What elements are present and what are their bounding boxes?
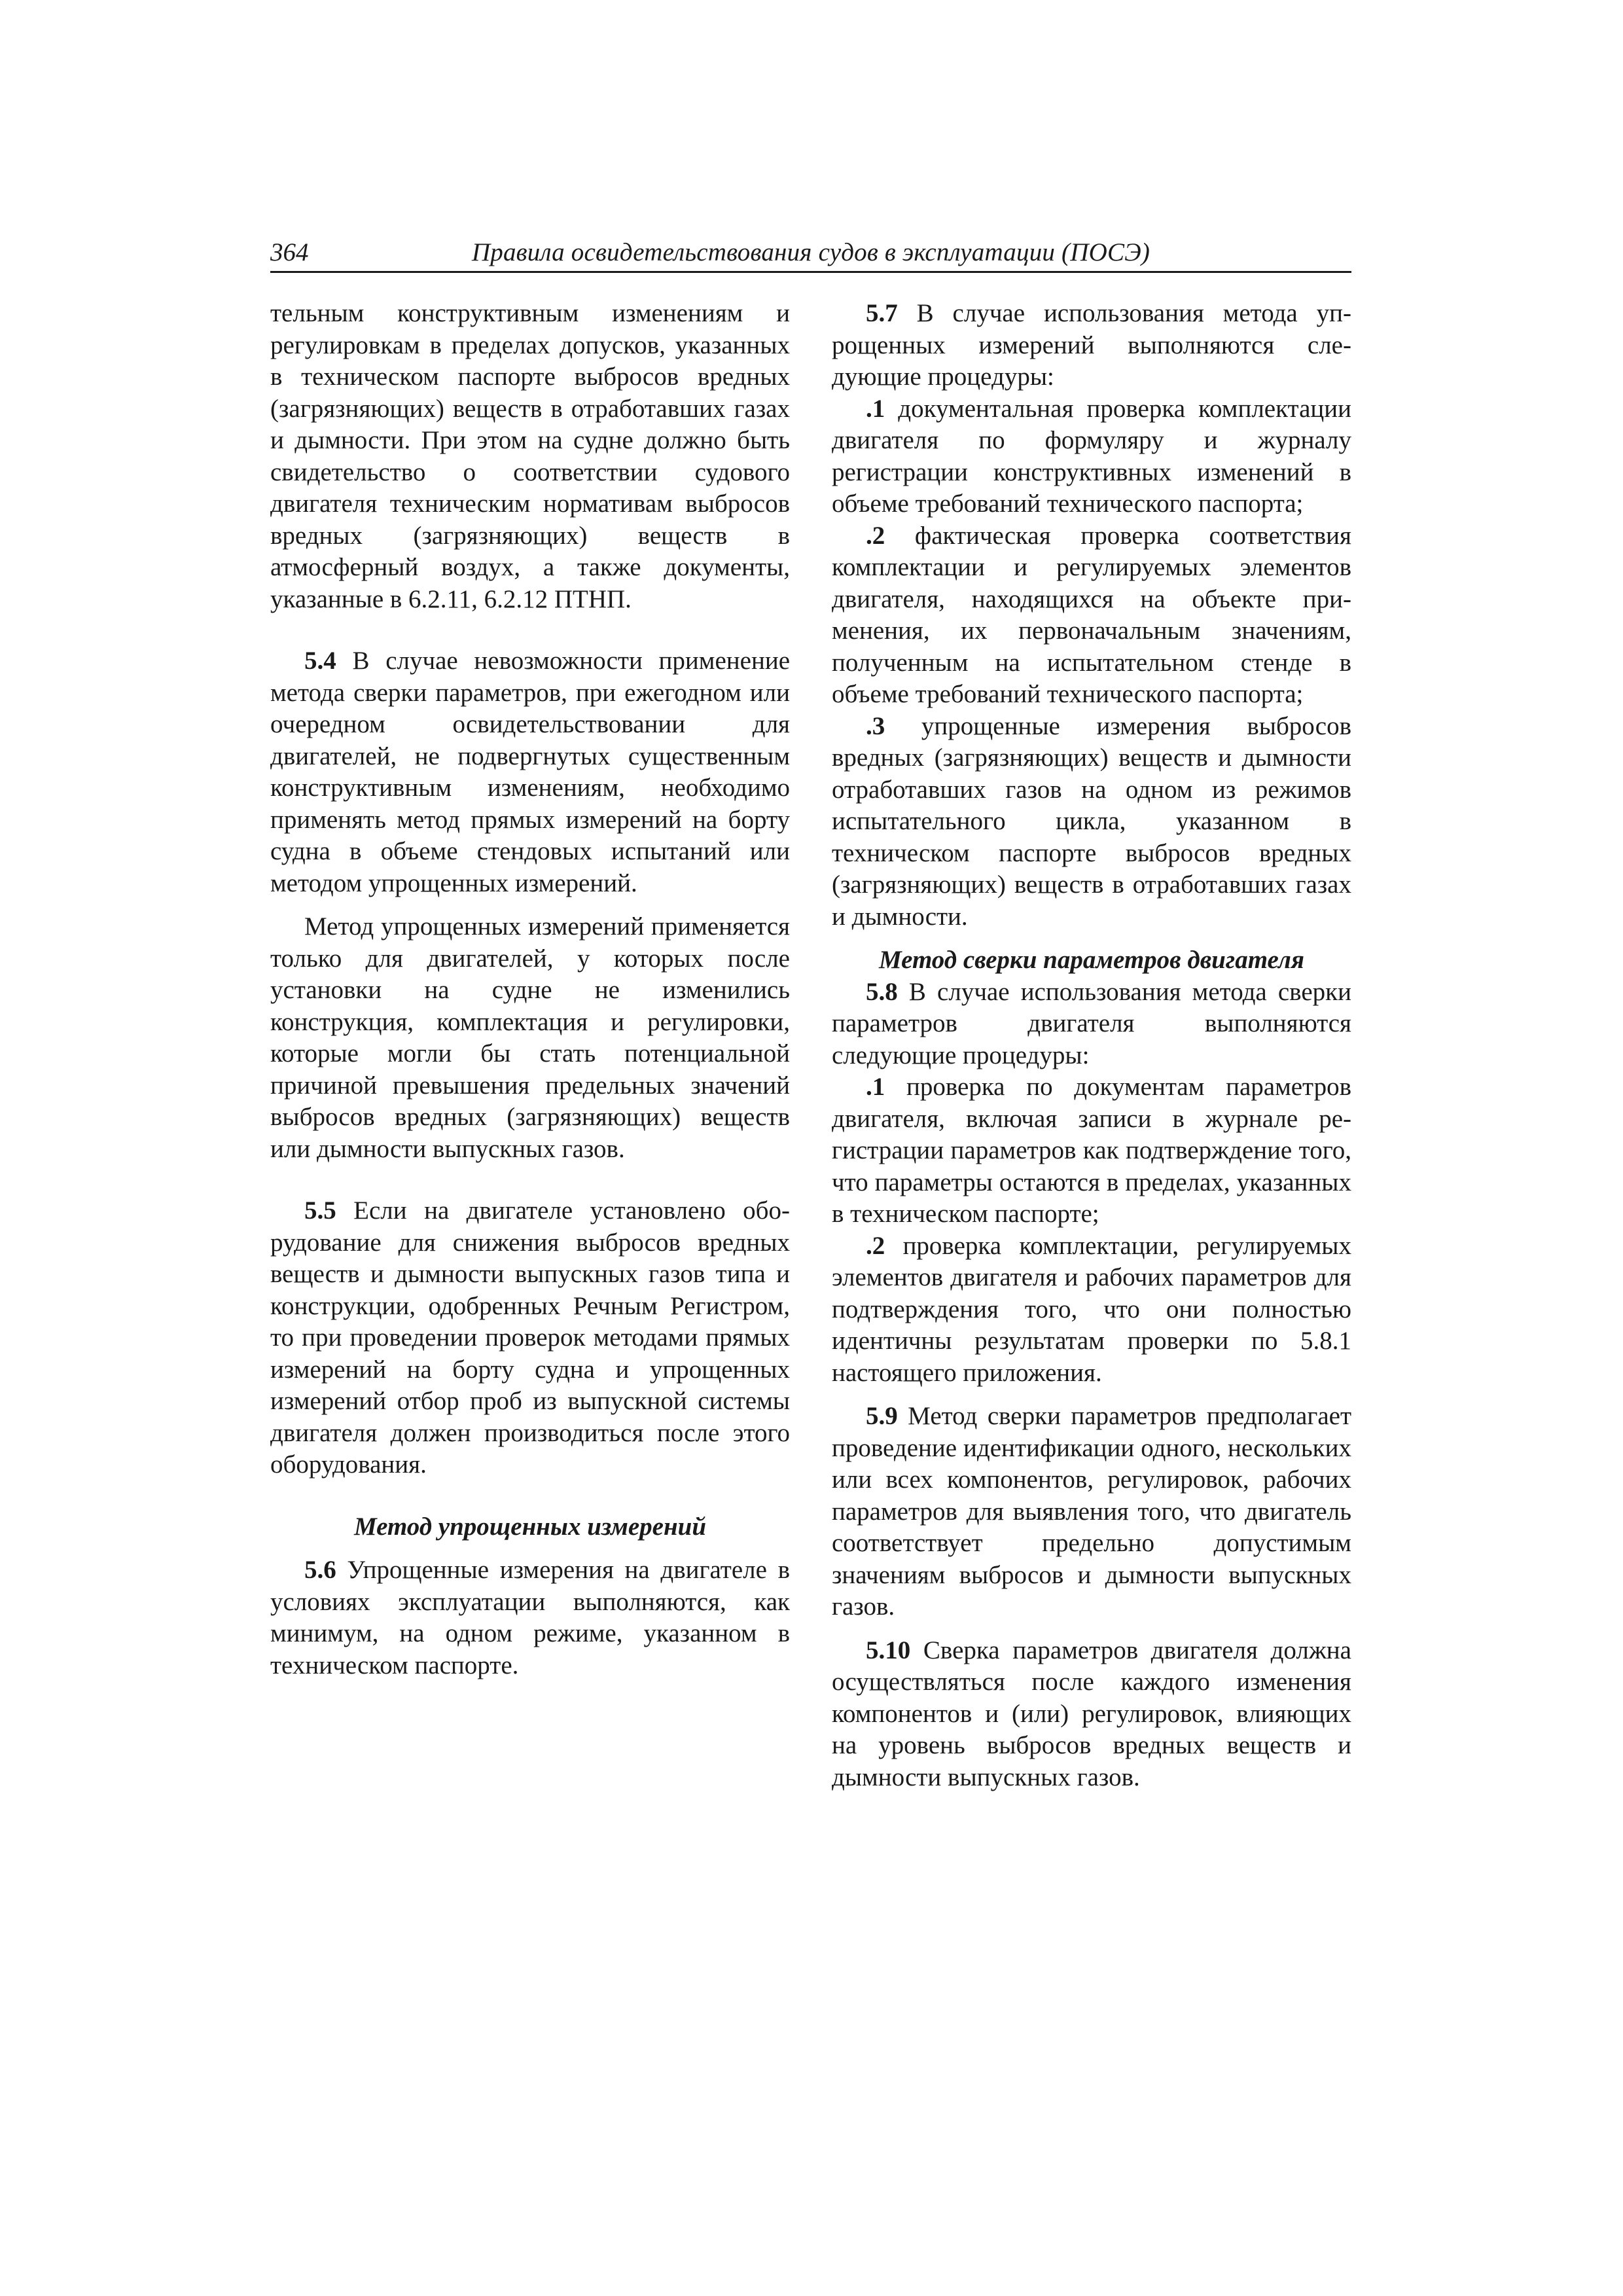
section-number: 5.8 [866, 977, 898, 1006]
section-heading: Метод упрощенных измерений [353, 1512, 707, 1541]
section-5-9 [832, 1401, 1351, 1623]
section-5-7 [832, 298, 1351, 393]
item-5-7-1 [832, 393, 1351, 520]
section-number: 5.4 [304, 647, 336, 675]
item-5-7-3 [832, 711, 1351, 933]
page-header [270, 237, 1351, 273]
right-column [832, 298, 1351, 1793]
item-number: .1 [866, 1073, 885, 1101]
item-5-8-1 [832, 1071, 1351, 1230]
section-text: Упрощенные измерения на двигателе в условиях эксплуатации выполняются, как минимум, на одном режиме, указанном в техническом паспорте. [270, 1556, 790, 1679]
item-number: .3 [866, 711, 885, 740]
item-number: .2 [866, 1231, 885, 1260]
item-text: документальная проверка комплектации двигателя по формуляру и журналу регистрации конструктивных изменений в объеме требований технического паспорта; [832, 394, 1351, 518]
continued-paragraph: тельным конструктивным изменениям и регулировкам в пределах допусков, указанных в техническом паспорте выбросов вредных (загрязняющих) веществ в отработавших газах и дымности. При этом на судне должно быть свидетельство о соответствии судового двигателя техническим нормативам выбросов вредных (загрязняющих) веществ в атмосферный воздух, а также документы, указанные в 6.2.11, 6.2.12 ПТНП. [270, 299, 790, 613]
section-5-5 [270, 1195, 790, 1481]
item-5-7-2 [832, 520, 1351, 711]
item-number: .1 [866, 394, 885, 423]
page-number: 364 [270, 238, 309, 266]
item-5-8-2 [832, 1230, 1351, 1390]
item-text: упрощенные измерения выбросов вредных (загрязняющих) веществ и дымности отработавших газов на одном из режимов испытательного цикла, указанном в техническом паспорте выбросов вредных (загрязняющих) веществ в отработавших газах и дымности. [832, 711, 1351, 931]
section-text: Метод сверки параметров предполагает проведение идентификации одного, нескольких или всех компонентов, регулировок, рабочих параметров для выявления того, что двигатель соответствует предельно допустимым значениям выбросов и дымности выпускных газов. [832, 1402, 1351, 1621]
running-title: Правила освидетельствования судов в эксплуатации (ПОСЭ) [471, 238, 1150, 266]
section-number: 5.9 [866, 1402, 898, 1430]
left-column [270, 298, 790, 1681]
section-5-6 [270, 1554, 790, 1681]
section-heading: Метод сверки параметров двигателя [879, 946, 1304, 974]
item-text: фактическая проверка соответствия комплектации и регулируемых элементов двигателя, находящихся на объекте применения, их первоначальным значениям, полученным на испытательном стенде в объеме требований технического паспорта; [832, 521, 1351, 708]
section-text: Сверка параметров двигателя должна осуществляться после каждого изменения компонентов и (или) регулировок, влияющих на уровень выбросов вредных веществ и дымности выпускных газов. [832, 1636, 1351, 1791]
section-text: В случае невозможности применение метода сверки параметров, при ежегодном или очередном освидетельствовании для двигателей, не подвергнутых существенным конструктивным изменениям, необходимо применять метод прямых измерений на борту судна в объеме стендовых испытаний или методом упрощенных измерений. [270, 647, 790, 897]
section-text: В случае использования метода сверки параметров двигателя выполняются следующие процедуры: [832, 977, 1351, 1069]
section-number: 5.10 [866, 1636, 911, 1664]
item-text: проверка по документам параметров двигателя, включая записи в журнале регистрации параметров как подтверждение того, что параметры остаются в пределах, указанных в техническом паспорте; [832, 1073, 1351, 1228]
section-5-4 [270, 645, 790, 899]
item-text: проверка комплектации, регулируемых элементов двигателя и рабочих параметров для подтверждения того, что они полностью идентичны результатам проверки по 5.8.1 настоящего приложения. [832, 1231, 1351, 1387]
method-paragraph: Метод упрощенных измерений применяется только для двигателей, у которых после установки на судне не изменились конструкция, комплектация и регулировки, которые могли бы стать потенциальной причиной превышения предельных значений выбросов вредных (загрязняющих) веществ или дымности выпускных газов. [270, 912, 790, 1163]
item-number: .2 [866, 521, 885, 550]
section-text: В случае использования метода упрощенных измерений выполняются следующие процедуры: [832, 299, 1351, 391]
section-5-8 [832, 977, 1351, 1072]
section-5-10 [832, 1635, 1351, 1794]
section-number: 5.5 [304, 1196, 336, 1225]
section-number: 5.7 [866, 299, 898, 327]
section-number: 5.6 [304, 1556, 336, 1584]
section-text: Если на двигателе установлено оборудование для снижения выбросов вредных веществ и дымности выпускных газов типа и конструкции, одобренных Речным Регистром, то при проведении проверок методами прямых измерений на борту судна и упрощенных измерений отбор проб из выпускной системы двигателя должен производиться после этого оборудования. [270, 1196, 790, 1479]
